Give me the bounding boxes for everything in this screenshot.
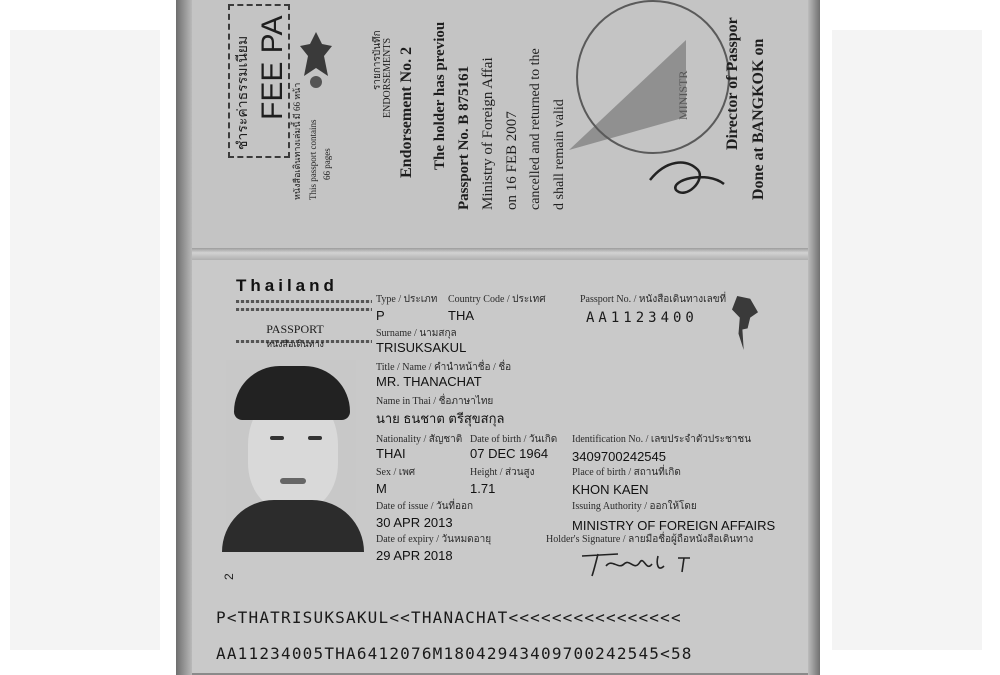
country-name: Thailand <box>236 276 338 295</box>
name-label: Title / Name / คำนำหน้าชื่อ / ชื่อ <box>376 362 512 373</box>
dob-value: 07 DEC 1964 <box>470 446 549 461</box>
fee-text: FEE PA <box>256 15 289 120</box>
country-code-label: Country Code / ประเทศ <box>448 294 546 305</box>
nationality-value: THAI <box>376 446 406 461</box>
type-label: Type / ประเภท <box>376 294 438 305</box>
signature-label: Holder's Signature / ลายมือชื่อผู้ถือหนังสือเดินทาง <box>546 534 754 545</box>
place-of-birth-value: KHON KAEN <box>572 482 649 497</box>
seal-text: MINISTR <box>676 70 690 120</box>
page-number: 2 <box>222 573 236 580</box>
mrz-line-2: AA11234005THA6412076M18042943409700242545<58 <box>216 644 693 663</box>
pages-en-text: This passport contains <box>308 119 318 200</box>
left-edge-shadow <box>176 0 192 675</box>
pages-count-text: 66 pages <box>322 148 332 180</box>
endorsements-thai: รายการบันทึก <box>372 30 383 90</box>
mrz-line-1: P<THATRISUKSAKUL<<THANACHAT<<<<<<<<<<<<<<<< <box>216 608 682 627</box>
official-signature <box>646 150 726 210</box>
ministry-line: Ministry of Foreign Affai <box>480 57 496 210</box>
issue-date-label: Date of issue / วันที่ออก <box>376 501 474 512</box>
document-title-thai: หนังสือเดินทาง <box>266 339 324 349</box>
date-line: on 16 FEB 2007 <box>504 111 520 210</box>
director-line: Director of Passpor <box>724 17 741 150</box>
microprint-stripe <box>236 308 372 311</box>
holder-eye <box>270 436 284 440</box>
holder-mouth <box>280 478 306 484</box>
garuda-emblem <box>298 30 334 90</box>
sex-label: Sex / เพศ <box>376 467 416 478</box>
passport-number-value: AA1123400 <box>586 310 698 326</box>
id-number-label: Identification No. / เลขประจำตัวประชาชน <box>572 434 752 445</box>
done-line: Done at BANGKOK on <box>750 38 767 200</box>
authority-value: MINISTRY OF FOREIGN AFFAIRS <box>572 518 776 533</box>
holder-signature <box>578 548 698 578</box>
cancel-line: cancelled and returned to the <box>528 48 543 210</box>
endorsement-page <box>176 0 820 252</box>
dob-label: Date of birth / วันเกิด <box>470 434 558 445</box>
place-of-birth-label: Place of birth / สถานที่เกิด <box>572 467 681 478</box>
thai-name-label: Name in Thai / ชื่อภาษาไทย <box>376 396 494 407</box>
endorsement-number: Endorsement No. 2 <box>398 46 415 178</box>
holder-line: The holder has previou <box>432 21 448 170</box>
thailand-map-icon <box>732 296 758 350</box>
passport-spread <box>176 0 820 675</box>
document-title-en: PASSPORT <box>266 322 324 336</box>
valid-line: d shall remain valid <box>552 99 567 210</box>
thai-name-value: นาย ธนชาต ตรีสุขสกุล <box>376 411 505 426</box>
endorsements-label: ENDORSEMENTS <box>382 37 393 118</box>
expiry-date-label: Date of expiry / วันหมดอายุ <box>376 534 492 545</box>
microprint-stripe <box>236 300 372 303</box>
holder-eye <box>308 436 322 440</box>
id-number-value: 3409700242545 <box>572 449 666 464</box>
type-value: P <box>376 308 385 323</box>
left-ghost-bleed <box>10 30 160 650</box>
height-label: Height / ส่วนสูง <box>470 467 535 478</box>
fee-thai-text: ชำระค่าธรรมเนียม <box>236 35 251 150</box>
country-code-value: THA <box>448 308 474 323</box>
sex-value: M <box>376 481 387 496</box>
ministry-seal <box>576 0 730 154</box>
previous-passport-line: Passport No. B 875161 <box>456 65 472 210</box>
passport-number-label: Passport No. / หนังสือเดินทางเลขที่ <box>580 294 727 305</box>
pages-thai-text: หนังสือเดินทางเล่มนี้ มี 66 หน้า <box>292 82 302 200</box>
surname-label: Surname / นามสกุล <box>376 328 457 339</box>
right-edge-shadow <box>808 0 820 675</box>
issue-date-value: 30 APR 2013 <box>376 515 453 530</box>
height-value: 1.71 <box>470 481 496 496</box>
authority-label: Issuing Authority / ออกให้โดย <box>572 501 697 512</box>
page-fold <box>176 248 820 260</box>
nationality-label: Nationality / สัญชาติ <box>376 434 463 445</box>
given-name-value: MR. THANACHAT <box>376 374 482 389</box>
expiry-date-value: 29 APR 2018 <box>376 548 453 563</box>
document-title <box>264 322 326 351</box>
right-ghost-bleed <box>832 30 982 650</box>
surname-value: TRISUKSAKUL <box>376 340 467 355</box>
